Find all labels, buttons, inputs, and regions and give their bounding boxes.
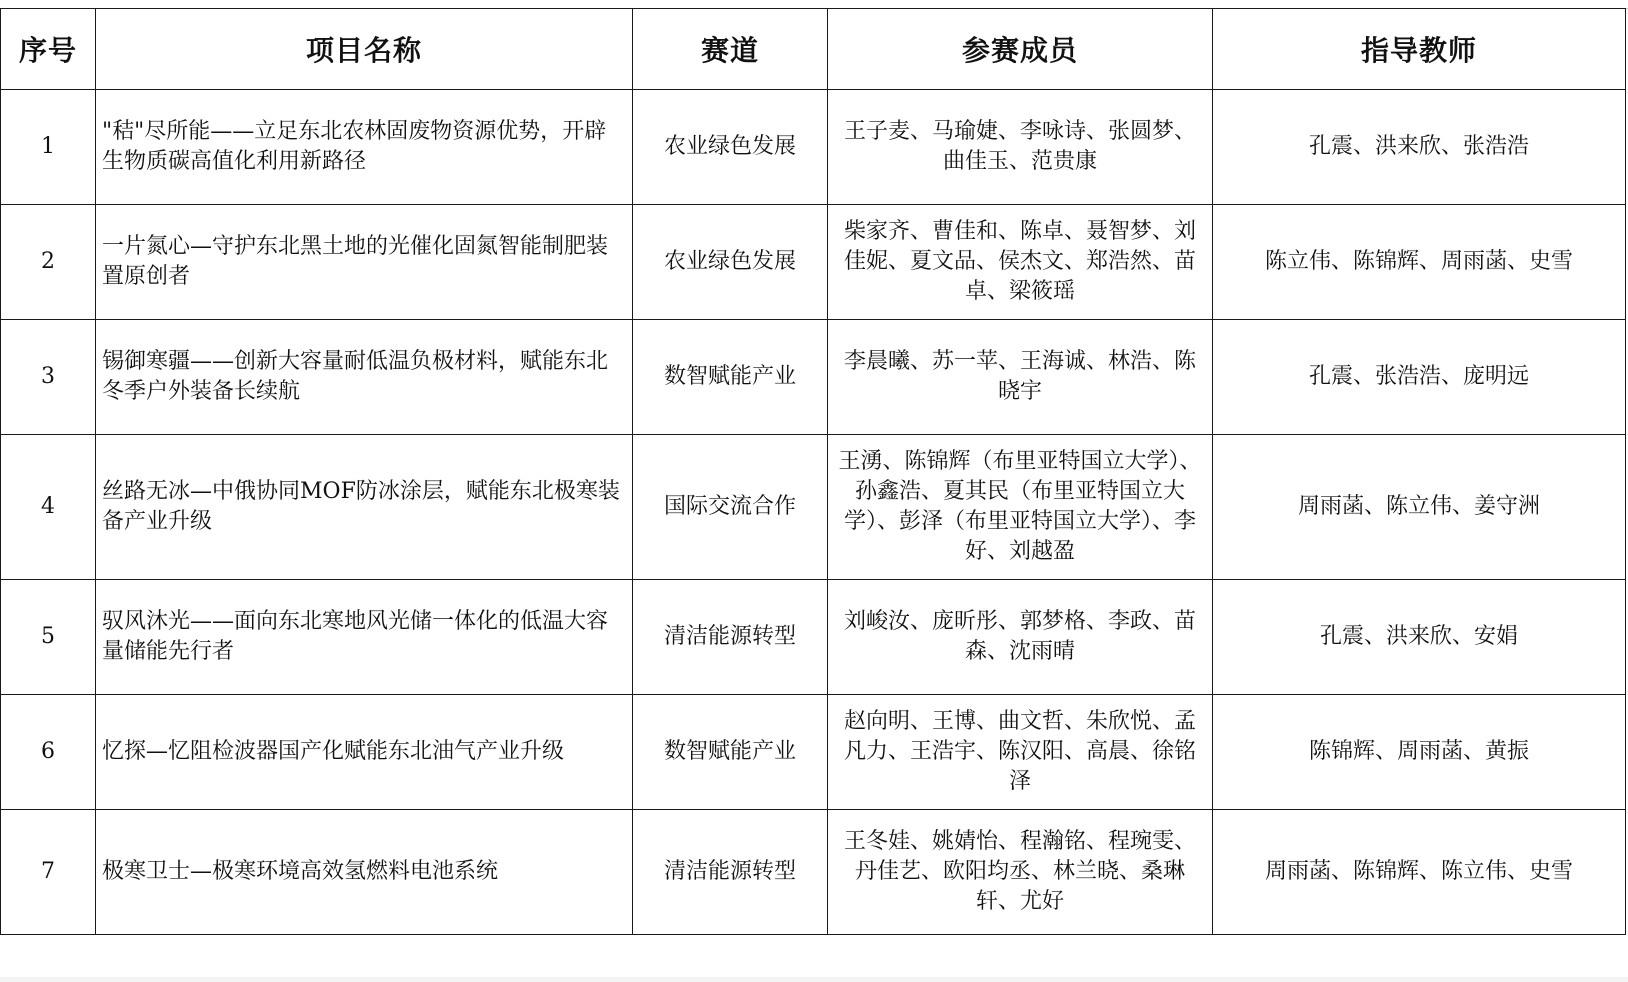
cell-project-name: 一片氮心—守护东北黑土地的光催化固氮智能制肥装置原创者 [96,205,633,320]
cell-project-name: 极寒卫士—极寒环境高效氢燃料电池系统 [96,810,633,935]
cell-project-name: 驭风沐光——面向东北寒地风光储一体化的低温大容量储能先行者 [96,580,633,695]
cell-members: 柴家齐、曹佳和、陈卓、聂智梦、刘佳妮、夏文品、侯杰文、郑浩然、苗卓、梁筱瑶 [828,205,1213,320]
cell-track: 国际交流合作 [633,435,828,580]
cell-no: 7 [1,810,96,935]
header-track: 赛道 [633,9,828,90]
cell-members: 赵向明、王博、曲文哲、朱欣悦、孟凡力、王浩宇、陈汉阳、高晨、徐铭泽 [828,695,1213,810]
cell-no: 6 [1,695,96,810]
table-row [1,205,1626,320]
cell-teacher: 周雨菡、陈锦辉、陈立伟、史雪 [1213,810,1626,935]
cell-project-name: 丝路无冰—中俄协同MOF防冰涂层，赋能东北极寒装备产业升级 [96,435,633,580]
cell-track: 数智赋能产业 [633,320,828,435]
table-row [1,695,1626,810]
cell-no: 2 [1,205,96,320]
header-teacher: 指导教师 [1213,9,1626,90]
cell-members: 李晨曦、苏一苹、王海诚、林浩、陈晓宇 [828,320,1213,435]
cell-teacher: 周雨菡、陈立伟、姜守洲 [1213,435,1626,580]
cell-track: 清洁能源转型 [633,580,828,695]
cell-track: 清洁能源转型 [633,810,828,935]
cell-members: 王湧、陈锦辉（布里亚特国立大学）、孙鑫浩、夏其民（布里亚特国立大学）、彭泽（布里亚特国立大学）、李好、刘越盈 [828,435,1213,580]
cell-no: 1 [1,90,96,205]
table-row [1,320,1626,435]
cell-no: 5 [1,580,96,695]
cell-members: 刘峻汝、庞昕彤、郭梦格、李政、苗森、沈雨晴 [828,580,1213,695]
cell-teacher: 孔震、张浩浩、庞明远 [1213,320,1626,435]
header-row [1,9,1626,90]
cell-members: 王冬娃、姚婧怡、程瀚铭、程琬雯、丹佳艺、欧阳均丞、林兰晓、桑琳轩、尤好 [828,810,1213,935]
header-name: 项目名称 [96,9,633,90]
cell-members: 王子麦、马瑜婕、李咏诗、张圆梦、曲佳玉、范贵康 [828,90,1213,205]
cell-teacher: 孔震、洪来欣、张浩浩 [1213,90,1626,205]
table-row [1,580,1626,695]
cell-teacher: 陈立伟、陈锦辉、周雨菡、史雪 [1213,205,1626,320]
table-row [1,435,1626,580]
cell-track: 农业绿色发展 [633,205,828,320]
cell-teacher: 陈锦辉、周雨菡、黄振 [1213,695,1626,810]
cell-no: 4 [1,435,96,580]
header-members: 参赛成员 [828,9,1213,90]
cell-track: 数智赋能产业 [633,695,828,810]
table-row [1,810,1626,935]
project-table [0,8,1626,935]
cell-project-name: "秸"尽所能——立足东北农林固废物资源优势，开辟生物质碳高值化利用新路径 [96,90,633,205]
header-no: 序号 [1,9,96,90]
cell-track: 农业绿色发展 [633,90,828,205]
sheet-bottom-gridline [0,977,1628,982]
table-row [1,90,1626,205]
cell-project-name: 忆探—忆阻检波器国产化赋能东北油气产业升级 [96,695,633,810]
cell-no: 3 [1,320,96,435]
cell-project-name: 锡御寒疆——创新大容量耐低温负极材料，赋能东北冬季户外装备长续航 [96,320,633,435]
cell-teacher: 孔震、洪来欣、安娟 [1213,580,1626,695]
